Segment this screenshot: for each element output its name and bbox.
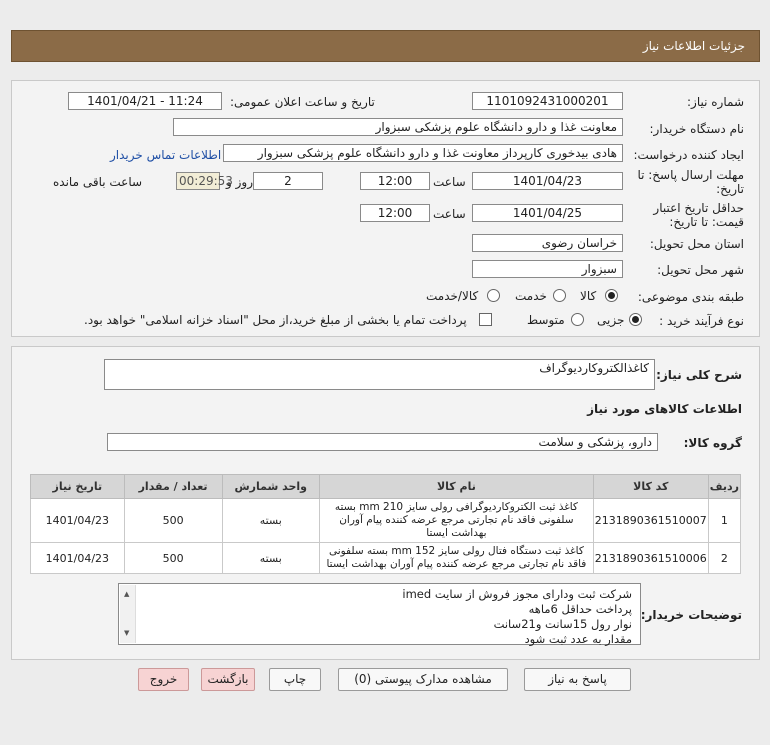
treasury-payment-checkbox[interactable] (479, 313, 492, 326)
buyer-contact-link[interactable]: اطلاعات تماس خریدار (110, 148, 222, 162)
validity-time-label: ساعت (433, 207, 466, 221)
deadline-time-field: 12:00 (360, 172, 430, 190)
city-label: شهر محل تحویل: (657, 263, 744, 277)
goods-code: 2131890361510007 (593, 499, 708, 543)
general-desc-label: شرح کلی نیاز: (656, 368, 742, 382)
goods-date: 1401/04/23 (31, 499, 125, 543)
deadline-time-label: ساعت (433, 175, 466, 189)
validity-time-field: 12:00 (360, 204, 430, 222)
goods-info-title: اطلاعات کالاهای مورد نیاز (587, 402, 742, 416)
validity-label-2: قیمت: تا تاریخ: (669, 215, 744, 229)
col-qty: تعداد / مقدار (124, 475, 222, 499)
goods-group-field: دارو، پزشکی و سلامت (107, 433, 658, 451)
goods-qty: 500 (124, 543, 222, 574)
need-number-field: 1101092431000201 (472, 92, 623, 110)
scroll-down-icon[interactable]: ▼ (124, 629, 130, 637)
announce-label: تاریخ و ساعت اعلان عمومی: (230, 95, 375, 109)
table-row (31, 499, 741, 543)
table-row (31, 543, 741, 574)
goods-name: کاغذ ثبت دستگاه فتال رولی سایز mm 152 بسته سلفونی فاقد نام تجارتی مرجع عرضه کننده پیام آوران بهداشت ایستا (319, 543, 593, 574)
goods-group-label: گروه کالا: (683, 436, 742, 450)
category-service-radio[interactable] (553, 289, 566, 302)
back-button[interactable]: بازگشت (201, 668, 255, 691)
notes-line: شرکت ثبت ودارای مجوز فروش از سایت imed (402, 587, 632, 601)
page-title: جزئیات اطلاعات نیاز (642, 39, 745, 53)
notes-line: نوار رول 15سانت و21سانت (493, 617, 632, 631)
deadline-label: مهلت ارسال پاسخ: تا (637, 168, 744, 182)
validity-date-field: 1401/04/25 (472, 204, 623, 222)
category-goods-label: کالا (580, 289, 597, 303)
process-medium-label: متوسط (527, 313, 565, 327)
process-label: نوع فرآیند خرید : (659, 314, 744, 328)
province-field: خراسان رضوی (472, 234, 623, 252)
goods-qty: 500 (124, 499, 222, 543)
buyer-org-label: نام دستگاه خریدار: (649, 122, 744, 136)
city-field: سبزوار (472, 260, 623, 278)
validity-label: حداقل تاریخ اعتبار (653, 201, 744, 215)
row-number: 2 (708, 543, 740, 574)
buyer-notes-box[interactable] (118, 583, 641, 645)
notes-line: مقدار به عدد ثبت شود (524, 632, 632, 646)
creator-field: هادی بیدخوری کارپرداز معاونت غذا و دارو دانشگاه علوم پزشکی سبزوار (223, 144, 623, 162)
process-minor-label: جزیی (597, 313, 625, 327)
buyer-notes-label: توضیحات خریدار: (640, 608, 742, 622)
creator-label: ایجاد کننده درخواست: (633, 148, 744, 162)
col-name: نام کالا (319, 475, 593, 499)
col-date: تاریخ نیاز (31, 475, 125, 499)
general-desc-field: کاغذالکتروکاردیوگراف (104, 359, 655, 390)
view-attachments-button[interactable]: مشاهده مدارک پیوستی (0) (338, 668, 508, 691)
goods-name: کاغذ ثبت الکتروکاردیوگرافی رولی سایز mm 210 بسته سلفونی فاقد نام تجارتی مرجع عرضه کننده پیام آوران بهداشت ایستا (319, 499, 593, 543)
process-medium-radio[interactable] (571, 313, 584, 326)
category-goods-radio[interactable] (605, 289, 618, 302)
goods-table-header (31, 475, 741, 499)
category-goods-service-label: کالا/خدمت (426, 289, 479, 303)
time-remaining-label: ساعت باقی مانده (53, 175, 143, 189)
row-number: 1 (708, 499, 740, 543)
process-minor-radio[interactable] (629, 313, 642, 326)
print-button[interactable]: چاپ (269, 668, 321, 691)
col-row: ردیف (708, 475, 740, 499)
time-remaining-field: 00:29:53 (176, 172, 220, 190)
goods-unit: بسته (222, 543, 319, 574)
goods-unit: بسته (222, 499, 319, 543)
notes-line: پرداخت حداقل 6ماهه (528, 602, 632, 616)
goods-date: 1401/04/23 (31, 543, 125, 574)
deadline-label-2: تاریخ: (716, 182, 744, 196)
buyer-org-field: معاونت غذا و دارو دانشگاه علوم پزشکی سبزوار (173, 118, 623, 136)
province-label: استان محل تحویل: (649, 237, 744, 251)
category-goods-service-radio[interactable] (487, 289, 500, 302)
scroll-up-icon[interactable]: ▲ (124, 590, 130, 598)
category-service-label: خدمت (515, 289, 547, 303)
days-remaining-field: 2 (253, 172, 323, 190)
days-label: روز و (226, 175, 253, 189)
category-label: طبقه بندی موضوعی: (637, 290, 744, 304)
announce-field: 1401/04/21 - 11:24 (68, 92, 222, 110)
goods-code: 2131890361510006 (593, 543, 708, 574)
need-number-label: شماره نیاز: (687, 95, 744, 109)
col-code: کد کالا (593, 475, 708, 499)
goods-table (30, 474, 741, 574)
exit-button[interactable]: خروج (138, 668, 189, 691)
deadline-date-field: 1401/04/23 (472, 172, 623, 190)
treasury-payment-note: پرداخت تمام یا بخشی از مبلغ خرید،از محل "اسناد خزانه اسلامی" خواهد بود. (84, 313, 467, 327)
notes-scrollbar[interactable] (120, 585, 136, 643)
col-unit: واحد شمارش (222, 475, 319, 499)
page-header (11, 30, 760, 62)
reply-button[interactable]: پاسخ به نیاز (524, 668, 631, 691)
